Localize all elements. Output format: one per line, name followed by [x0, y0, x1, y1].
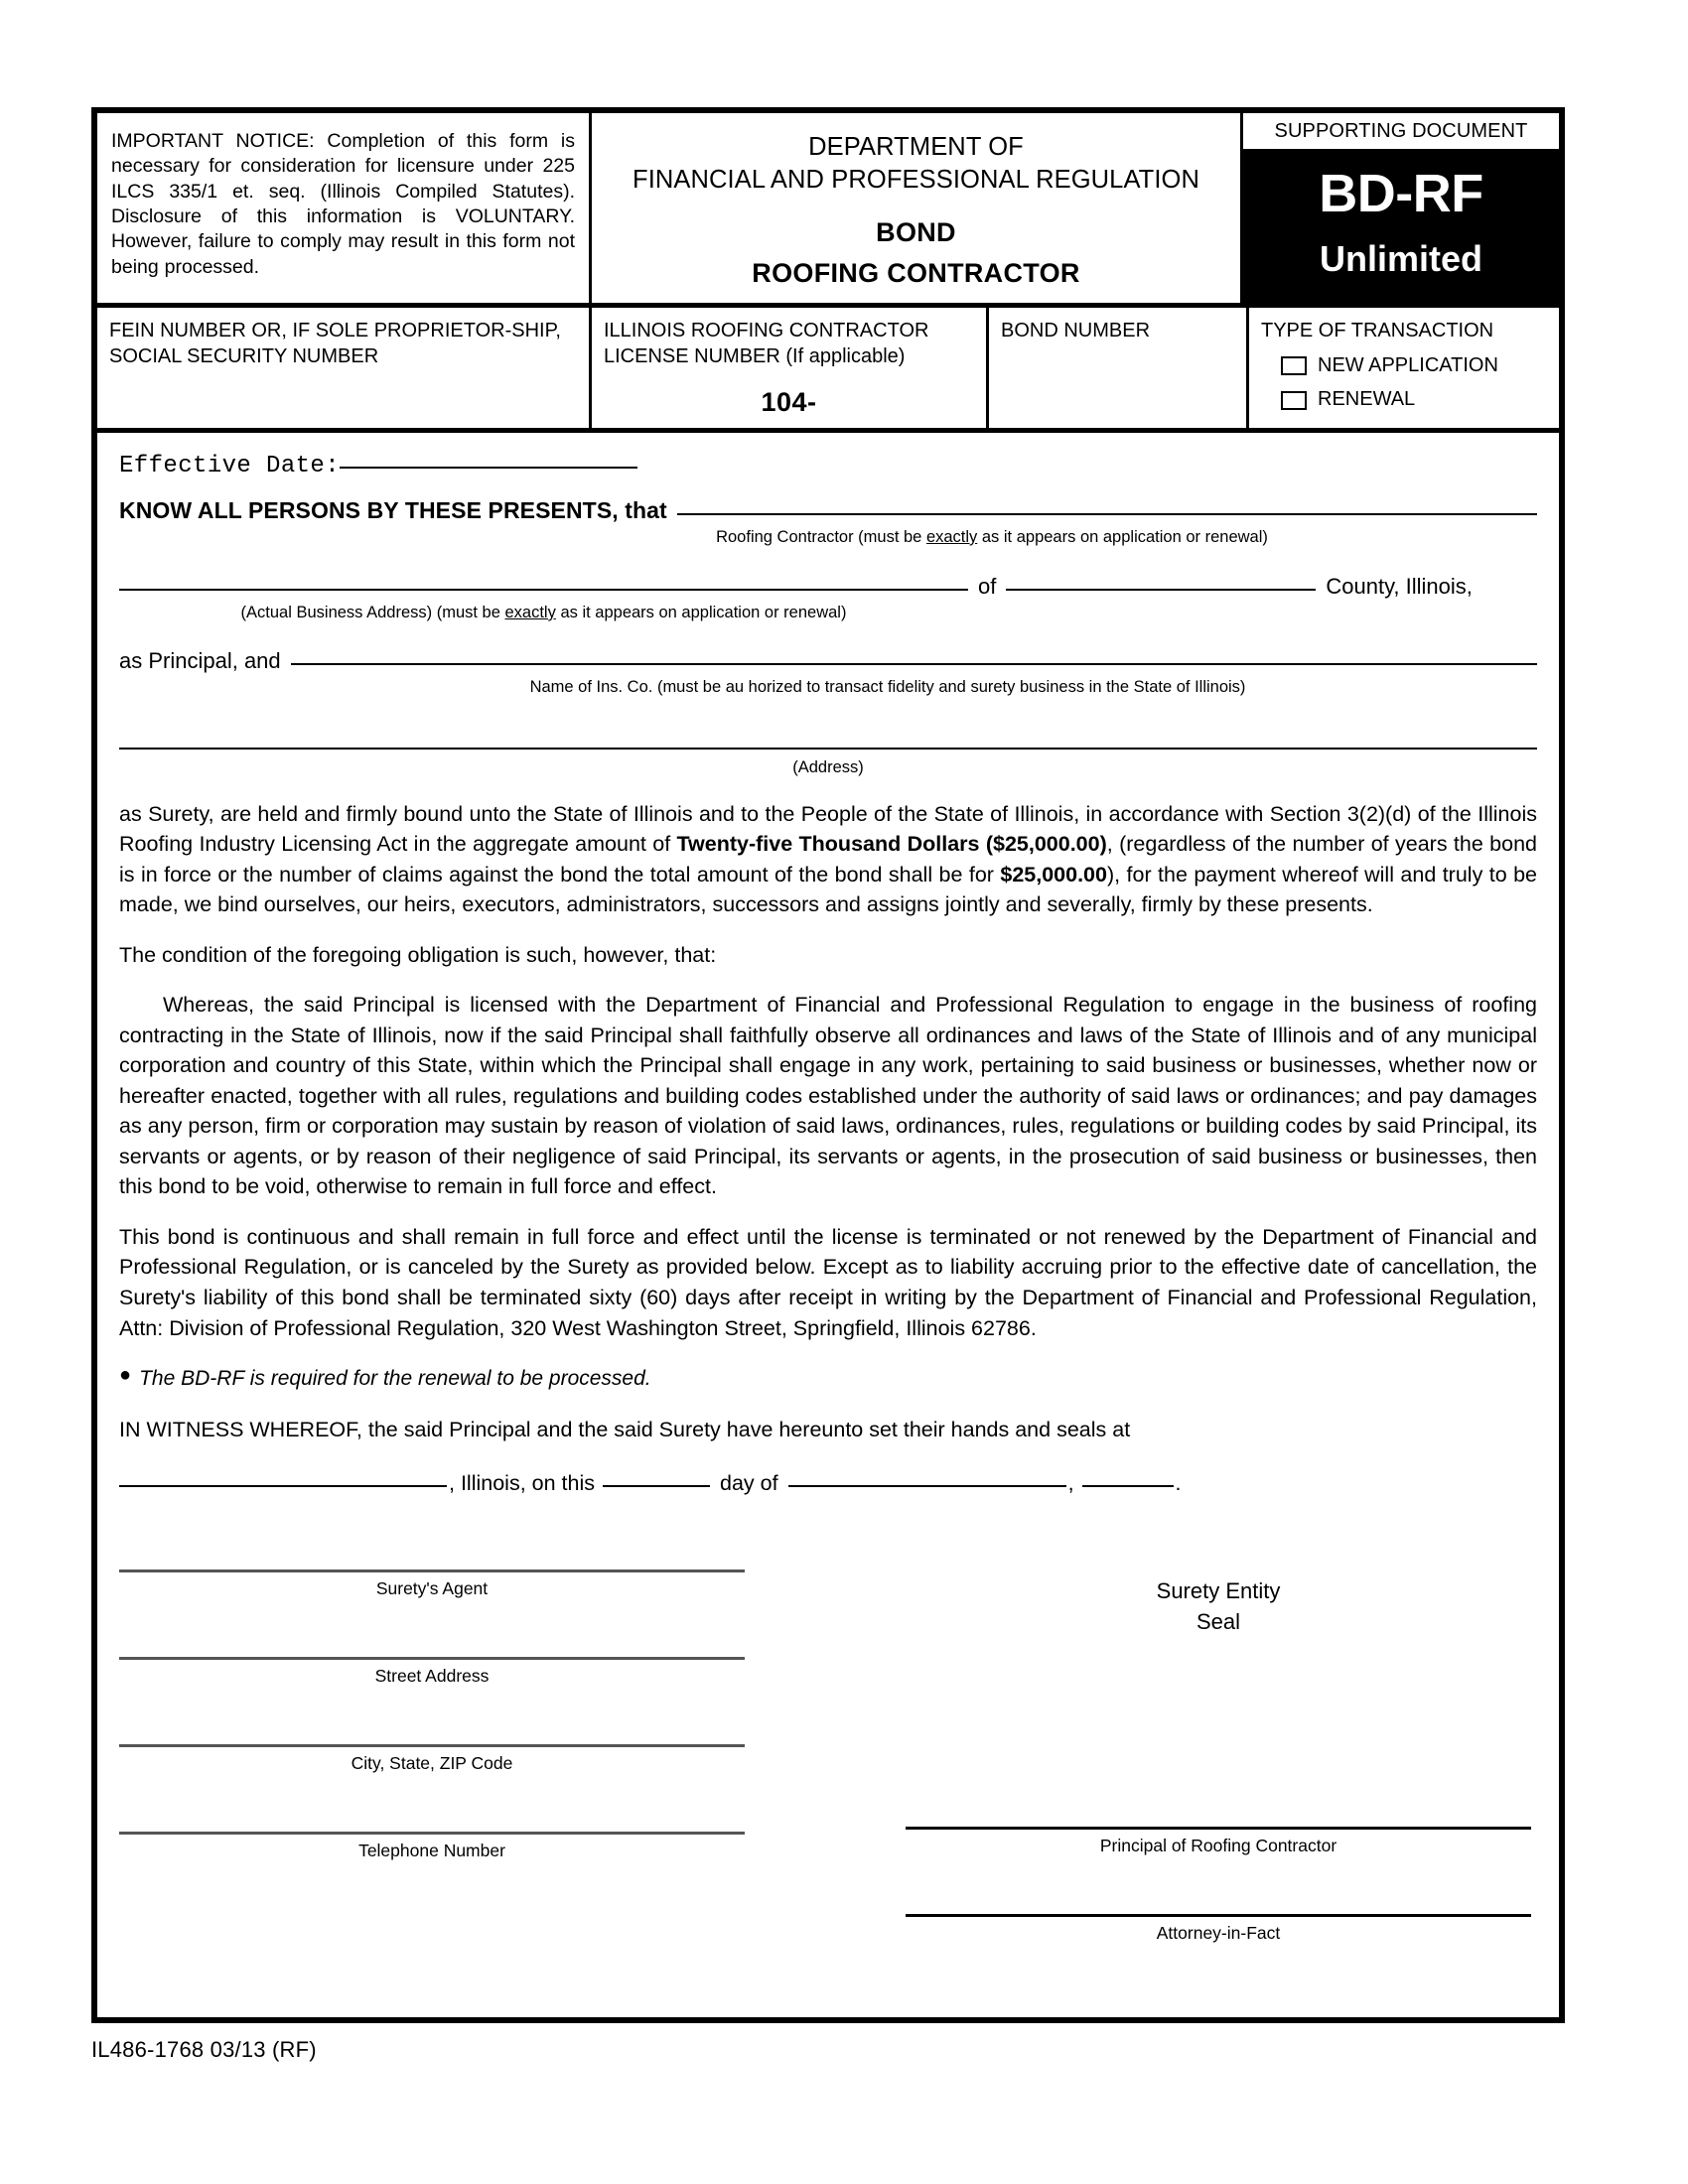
transaction-type-label: TYPE OF TRANSACTION	[1261, 320, 1494, 342]
surety-agent-input[interactable]	[119, 1570, 745, 1572]
form-subject-title: ROOFING CONTRACTOR	[752, 258, 1080, 289]
surety-address-caption: (Address)	[792, 757, 864, 776]
signature-slot-attorney-in-fact	[906, 1914, 1531, 1944]
city-state-zip-input[interactable]	[119, 1744, 745, 1747]
bullet-note-row	[119, 1364, 1537, 1391]
important-notice-text: IMPORTANT NOTICE: Completion of this form is necessary for consideration for licensure under 225 ILCS 335/1 et. seq. (Illinois Compiled Statutes). Disclosure of this information is VOLUNTARY. However, failure to comply may result in this form not being processed.	[111, 130, 575, 278]
license-label-line-2: LICENSE NUMBER (If applicable)	[604, 344, 906, 367]
form-code-badge	[1243, 149, 1559, 303]
checkbox-row-renewal[interactable]	[1281, 387, 1547, 413]
form-header-row	[97, 113, 1559, 308]
witness-city-input[interactable]	[119, 1485, 447, 1487]
fein-field-cell[interactable]	[97, 308, 592, 428]
know-all-persons-label: KNOW ALL PERSONS BY THESE PRESENTS, that	[119, 496, 667, 523]
checkbox-label-renewal: RENEWAL	[1318, 388, 1416, 411]
effective-date-input[interactable]	[340, 467, 637, 469]
surety-entity-seal-line-2: Seal	[1196, 1609, 1241, 1635]
surety-entity-seal-block	[906, 1570, 1531, 1639]
county-input[interactable]	[1006, 589, 1316, 591]
form-type-title: BOND	[876, 217, 956, 248]
roofing-contractor-name-input[interactable]	[677, 513, 1537, 515]
department-line-2: FINANCIAL AND PROFESSIONAL REGULATION	[633, 165, 1199, 194]
witness-day-of-label: day of	[719, 1470, 778, 1495]
surety-entity-seal-line-1: Surety Entity	[1156, 1577, 1281, 1603]
business-address-caption-emphasis: exactly	[504, 603, 556, 621]
effective-date-label: Effective Date:	[119, 452, 341, 479]
form-code-qualifier: Unlimited	[1319, 237, 1482, 279]
witness-comma: ,	[1067, 1470, 1074, 1495]
witness-illinois-label: , Illinois, on this	[449, 1470, 595, 1495]
form-code-footer: IL486-1768 03/13 (RF)	[91, 2037, 317, 2062]
paragraph-surety-part-1: as Surety, are held and firmly bound unto the State of Illinois and to the People of the State of Illinois, in accordance with Section 3(2)(d) of the Illinois Roofing Industry Licensing Act in the aggregate amount of	[119, 801, 1537, 857]
checkbox-new-application[interactable]	[1281, 356, 1307, 375]
witness-day-input[interactable]	[603, 1485, 710, 1487]
transaction-type-cell	[1249, 308, 1559, 428]
of-connector: of	[978, 573, 997, 599]
attorney-in-fact-caption: Attorney-in-Fact	[1156, 1923, 1281, 1944]
bond-amount-words: Twenty-five Thousand Dollars ($25,000.00)	[676, 832, 1107, 857]
paragraph-surety-part-3: ), for the payment whereof will and truly to be made, we bind ourselves, our heirs, executors, administrators, successors and assigns jointly and severally, firmly by these presents.	[119, 862, 1537, 917]
department-line-1: DEPARTMENT OF	[808, 133, 1024, 161]
roofing-contractor-caption-post: as it appears on application or renewal)	[977, 527, 1268, 546]
surety-address-row	[119, 737, 1537, 777]
form-code-text: BD-RF	[1319, 164, 1483, 224]
surety-agent-caption: Surety's Agent	[375, 1577, 489, 1598]
paragraph-surety-part-2: , (regardless of the number of years the bond is in force or the number of claims against the bond the total amount of the bond shall be for	[119, 832, 1537, 887]
fein-label: FEIN NUMBER OR, IF SOLE PROPRIETOR-SHIP, SOCIAL SECURITY NUMBER	[109, 320, 561, 367]
important-notice-cell	[97, 113, 592, 303]
surety-address-input[interactable]	[119, 748, 1537, 750]
business-address-caption	[119, 604, 968, 622]
business-address-row	[119, 574, 1537, 600]
witness-year-input[interactable]	[1082, 1485, 1174, 1487]
signature-column-right	[906, 1570, 1531, 2002]
form-title-cell	[592, 113, 1243, 303]
form-frame	[91, 107, 1565, 2023]
signature-slot-surety-agent	[119, 1570, 745, 1599]
insurance-company-input[interactable]	[291, 663, 1537, 665]
bullet-note-text: The BD-RF is required for the renewal to be processed.	[139, 1367, 651, 1391]
signature-slot-principal	[906, 1827, 1531, 1856]
know-all-persons-row	[119, 497, 1537, 524]
business-address-input[interactable]	[119, 589, 968, 591]
telephone-number-caption: Telephone Number	[358, 1840, 505, 1860]
city-state-zip-caption: City, State, ZIP Code	[351, 1752, 513, 1773]
bond-number-label: BOND NUMBER	[1001, 320, 1151, 342]
roofing-contractor-caption-emphasis: exactly	[925, 527, 978, 546]
principal-signature-caption: Principal of Roofing Contractor	[1099, 1836, 1337, 1856]
supporting-document-label: SUPPORTING DOCUMENT	[1243, 113, 1559, 149]
bullet-dot-icon: ●	[119, 1364, 132, 1387]
bond-number-field-cell[interactable]	[989, 308, 1249, 428]
as-principal-label: as Principal, and	[119, 647, 281, 673]
license-label-line-1: ILLINOIS ROOFING CONTRACTOR	[604, 320, 929, 342]
bond-amount-figure: $25,000.00	[1000, 862, 1107, 887]
insurance-company-caption: Name of Ins. Co. (must be au horized to transact fidelity and surety business in the State of Illinois)	[529, 677, 1246, 696]
as-principal-row	[119, 648, 1537, 674]
paragraph-condition: The condition of the foregoing obligation is such, however, that:	[119, 942, 717, 967]
signature-column-left	[119, 1570, 745, 1919]
license-number-prefix: 104-	[761, 387, 817, 418]
witness-period: .	[1175, 1470, 1182, 1495]
form-fields-row	[97, 308, 1559, 433]
principal-signature-input[interactable]	[906, 1827, 1531, 1830]
form-body	[97, 433, 1559, 1996]
paragraph-in-witness-whereof: IN WITNESS WHEREOF, the said Principal and the said Surety have hereunto set their hands and seals at	[119, 1418, 1131, 1442]
checkbox-row-new-application[interactable]	[1281, 353, 1547, 379]
license-number-field-cell[interactable]	[592, 308, 989, 428]
business-address-caption-post: as it appears on application or renewal)	[555, 603, 847, 621]
checkbox-label-new-application: NEW APPLICATION	[1318, 353, 1498, 376]
attorney-in-fact-input[interactable]	[906, 1914, 1531, 1917]
witness-fill-row	[119, 1471, 1537, 1496]
checkbox-renewal[interactable]	[1281, 391, 1307, 410]
roofing-contractor-caption	[119, 528, 1537, 548]
supporting-document-badge-cell	[1243, 113, 1559, 303]
street-address-caption: Street Address	[374, 1665, 490, 1686]
paragraph-whereas: Whereas, the said Principal is licensed with the Department of Financial and Professional Regulation to engage in the business of roofing contracting in the State of Illinois, now if the said Principal shall faithfully observe all ordinances and laws of the State of Illinois and of any municipal corporation and country of this State, within which the Principal shall engage in any work, pertaining to said business or businesses, whether now or hereafter enacted, together with all rules, regulations and building codes established under the authority of said laws or ordinances; and pay damages as any person, firm or corporation may sustain by reason of violation of said laws, ordinances, rules, regulations or building codes by said Principal, its servants or agents, or by reason of their negligence of said Principal, its servants or agents, in the prosecution of said business or businesses, then this bond to be void, otherwise to remain in full force and effect.	[119, 993, 1537, 1199]
witness-month-input[interactable]	[788, 1485, 1066, 1487]
county-illinois-label: County, Illinois,	[1326, 573, 1473, 599]
signature-area	[119, 1570, 1537, 1986]
street-address-input[interactable]	[119, 1657, 745, 1660]
paragraph-continuous-bond: This bond is continuous and shall remain in full force and effect until the license is terminated or not renewed by the Department of Financial and Professional Regulation, or is canceled by the Surety as provided below. Except as to liability accruing prior to the effective date of cancellation, the Surety's liability of this bond shall be terminated sixty (60) days after receipt in writing by the Department of Financial and Professional Regulation, Attn: Division of Professional Regulation, 320 West Washington Street, Springfield, Illinois 62786.	[119, 1224, 1537, 1340]
telephone-number-input[interactable]	[119, 1832, 745, 1835]
signature-slot-street-address	[119, 1657, 745, 1687]
business-address-caption-pre: (Actual Business Address) (must be	[240, 603, 505, 621]
paragraph-surety-bound	[119, 799, 1537, 920]
signature-slot-telephone	[119, 1832, 745, 1861]
effective-date-row	[119, 453, 1537, 479]
roofing-contractor-caption-pre: Roofing Contractor (must be	[716, 527, 926, 546]
signature-slot-city-state-zip	[119, 1744, 745, 1774]
